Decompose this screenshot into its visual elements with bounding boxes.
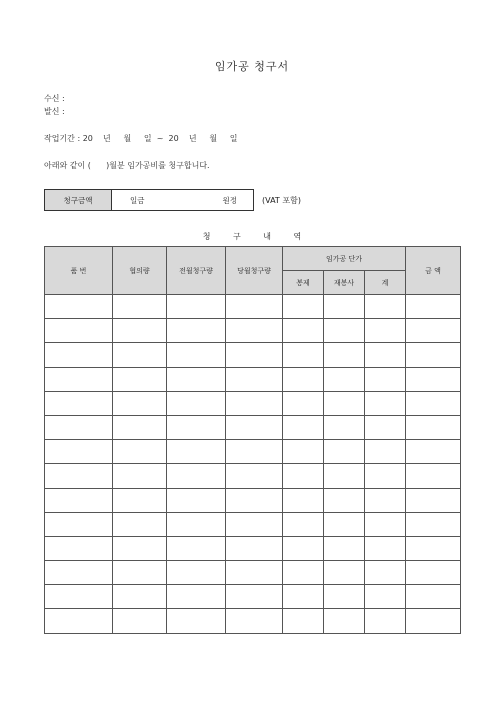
table-row: [45, 488, 461, 512]
table-cell[interactable]: [365, 561, 406, 585]
table-cell[interactable]: [324, 319, 365, 343]
table-row: [45, 609, 461, 633]
table-cell[interactable]: [365, 609, 406, 633]
table-cell[interactable]: [283, 415, 324, 439]
table-cell[interactable]: [324, 488, 365, 512]
table-cell[interactable]: [167, 391, 226, 415]
table-cell[interactable]: [45, 536, 113, 560]
table-row: [45, 415, 461, 439]
table-row: [45, 440, 461, 464]
table-cell[interactable]: [113, 440, 167, 464]
table-cell[interactable]: [113, 295, 167, 319]
table-cell[interactable]: [113, 609, 167, 633]
table-cell[interactable]: [45, 512, 113, 536]
table-cell[interactable]: [283, 512, 324, 536]
claim-amount-field[interactable]: [112, 190, 253, 210]
table-cell[interactable]: [226, 319, 283, 343]
table-cell[interactable]: [365, 367, 406, 391]
table-cell[interactable]: [226, 536, 283, 560]
table-cell[interactable]: [167, 561, 226, 585]
table-cell[interactable]: [113, 512, 167, 536]
vat-note: (VAT 포함): [262, 196, 301, 205]
table-cell[interactable]: [283, 319, 324, 343]
table-cell[interactable]: [226, 609, 283, 633]
table-cell[interactable]: [113, 561, 167, 585]
table-cell[interactable]: [45, 391, 113, 415]
table-cell[interactable]: [226, 415, 283, 439]
table-cell[interactable]: [324, 415, 365, 439]
table-cell[interactable]: [113, 585, 167, 609]
document-title: 임가공 청구서: [214, 60, 290, 73]
table-cell[interactable]: [365, 319, 406, 343]
table-cell[interactable]: [45, 343, 113, 367]
section-title: 청 구 내 역: [202, 232, 302, 241]
header-prev-month-qty: 전월청구량: [167, 247, 226, 295]
table-cell[interactable]: [167, 488, 226, 512]
table-row: [45, 367, 461, 391]
table-cell[interactable]: [406, 343, 461, 367]
table-cell[interactable]: [283, 440, 324, 464]
table-cell[interactable]: [45, 585, 113, 609]
table-cell[interactable]: [406, 609, 461, 633]
table-cell[interactable]: [113, 319, 167, 343]
header-this-month-qty: 당월청구량: [226, 247, 283, 295]
header-labor: 봉제: [283, 271, 324, 295]
header-amount: 금 액: [406, 247, 461, 295]
header-agreed-qty: 협의량: [113, 247, 167, 295]
table-cell[interactable]: [167, 609, 226, 633]
table-cell[interactable]: [226, 512, 283, 536]
table-cell[interactable]: [45, 561, 113, 585]
table-row: [45, 295, 461, 319]
table-cell[interactable]: [45, 464, 113, 488]
amount-prefix: 일금: [130, 195, 145, 205]
amount-suffix: 원정: [222, 195, 237, 205]
table-cell[interactable]: [365, 391, 406, 415]
table-cell[interactable]: [406, 415, 461, 439]
table-cell[interactable]: [226, 391, 283, 415]
table-cell[interactable]: [324, 536, 365, 560]
table-row: [45, 512, 461, 536]
table-cell[interactable]: [365, 512, 406, 536]
table-row: [45, 561, 461, 585]
header-material: 재봉사: [324, 271, 365, 295]
table-cell[interactable]: [226, 561, 283, 585]
table-cell[interactable]: [283, 536, 324, 560]
table-cell[interactable]: [113, 464, 167, 488]
table-cell[interactable]: [167, 415, 226, 439]
header-unit-price-group: 임가공 단가: [283, 247, 406, 271]
table-cell[interactable]: [283, 367, 324, 391]
sender-line: 발신 :: [44, 107, 65, 116]
table-cell[interactable]: [45, 440, 113, 464]
table-cell[interactable]: [45, 295, 113, 319]
table-cell[interactable]: [406, 536, 461, 560]
table-cell[interactable]: [113, 536, 167, 560]
table-row: [45, 391, 461, 415]
table-row: [45, 464, 461, 488]
claim-detail-table: [44, 246, 461, 634]
table-cell[interactable]: [406, 561, 461, 585]
table-cell[interactable]: [406, 440, 461, 464]
claim-amount-label: 청구금액: [45, 190, 112, 210]
table-cell[interactable]: [365, 585, 406, 609]
table-cell[interactable]: [406, 585, 461, 609]
table-cell[interactable]: [283, 343, 324, 367]
table-cell[interactable]: [324, 561, 365, 585]
table-cell[interactable]: [324, 391, 365, 415]
table-cell[interactable]: [45, 319, 113, 343]
table-cell[interactable]: [406, 295, 461, 319]
table-cell[interactable]: [365, 488, 406, 512]
table-row: [45, 536, 461, 560]
table-cell[interactable]: [113, 391, 167, 415]
table-cell[interactable]: [167, 512, 226, 536]
table-cell[interactable]: [365, 464, 406, 488]
table-cell[interactable]: [45, 367, 113, 391]
table-body: [45, 295, 461, 634]
table-cell[interactable]: [324, 585, 365, 609]
table-cell[interactable]: [283, 295, 324, 319]
table-cell[interactable]: [324, 512, 365, 536]
table-cell[interactable]: [167, 536, 226, 560]
table-cell[interactable]: [167, 585, 226, 609]
table-cell[interactable]: [365, 415, 406, 439]
table-row: [45, 319, 461, 343]
table-cell[interactable]: [283, 585, 324, 609]
table-cell[interactable]: [283, 488, 324, 512]
table-cell[interactable]: [365, 295, 406, 319]
header-sum: 계: [365, 271, 406, 295]
table-cell[interactable]: [113, 343, 167, 367]
table-cell[interactable]: [167, 343, 226, 367]
table-cell[interactable]: [226, 440, 283, 464]
table-cell[interactable]: [283, 464, 324, 488]
table-cell[interactable]: [283, 561, 324, 585]
table-cell[interactable]: [406, 488, 461, 512]
table-cell[interactable]: [226, 464, 283, 488]
table-cell[interactable]: [365, 440, 406, 464]
claim-amount-box: [44, 189, 254, 211]
table-cell[interactable]: [167, 367, 226, 391]
table-cell[interactable]: [113, 488, 167, 512]
table-cell[interactable]: [324, 609, 365, 633]
table-cell[interactable]: [167, 319, 226, 343]
table-cell[interactable]: [167, 440, 226, 464]
table-row: [45, 343, 461, 367]
table-cell[interactable]: [365, 343, 406, 367]
recipient-line: 수신 :: [44, 94, 65, 103]
table-cell[interactable]: [324, 343, 365, 367]
table-cell[interactable]: [45, 609, 113, 633]
table-cell[interactable]: [113, 367, 167, 391]
table-cell[interactable]: [226, 488, 283, 512]
table-cell[interactable]: [283, 391, 324, 415]
work-period-line: 작업기간 : 20 년 월 일 ~ 20 년 월 일: [44, 134, 238, 143]
table-cell[interactable]: [45, 488, 113, 512]
table-cell[interactable]: [406, 391, 461, 415]
header-item-number: 품 번: [45, 247, 113, 295]
table-cell[interactable]: [406, 319, 461, 343]
table-cell[interactable]: [324, 367, 365, 391]
table-cell[interactable]: [226, 585, 283, 609]
intro-line: 아래와 같이 ( )월분 임가공비를 청구합니다.: [44, 161, 210, 170]
table-cell[interactable]: [167, 295, 226, 319]
table-cell[interactable]: [406, 512, 461, 536]
table-cell[interactable]: [283, 609, 324, 633]
table-cell[interactable]: [324, 464, 365, 488]
table-cell[interactable]: [324, 440, 365, 464]
table-cell[interactable]: [365, 536, 406, 560]
table-cell[interactable]: [113, 415, 167, 439]
table-cell[interactable]: [226, 295, 283, 319]
table-row: [45, 585, 461, 609]
table-cell[interactable]: [167, 464, 226, 488]
table-cell[interactable]: [226, 343, 283, 367]
table-cell[interactable]: [45, 415, 113, 439]
table-cell[interactable]: [226, 367, 283, 391]
table-cell[interactable]: [406, 464, 461, 488]
table-cell[interactable]: [324, 295, 365, 319]
table-cell[interactable]: [406, 367, 461, 391]
